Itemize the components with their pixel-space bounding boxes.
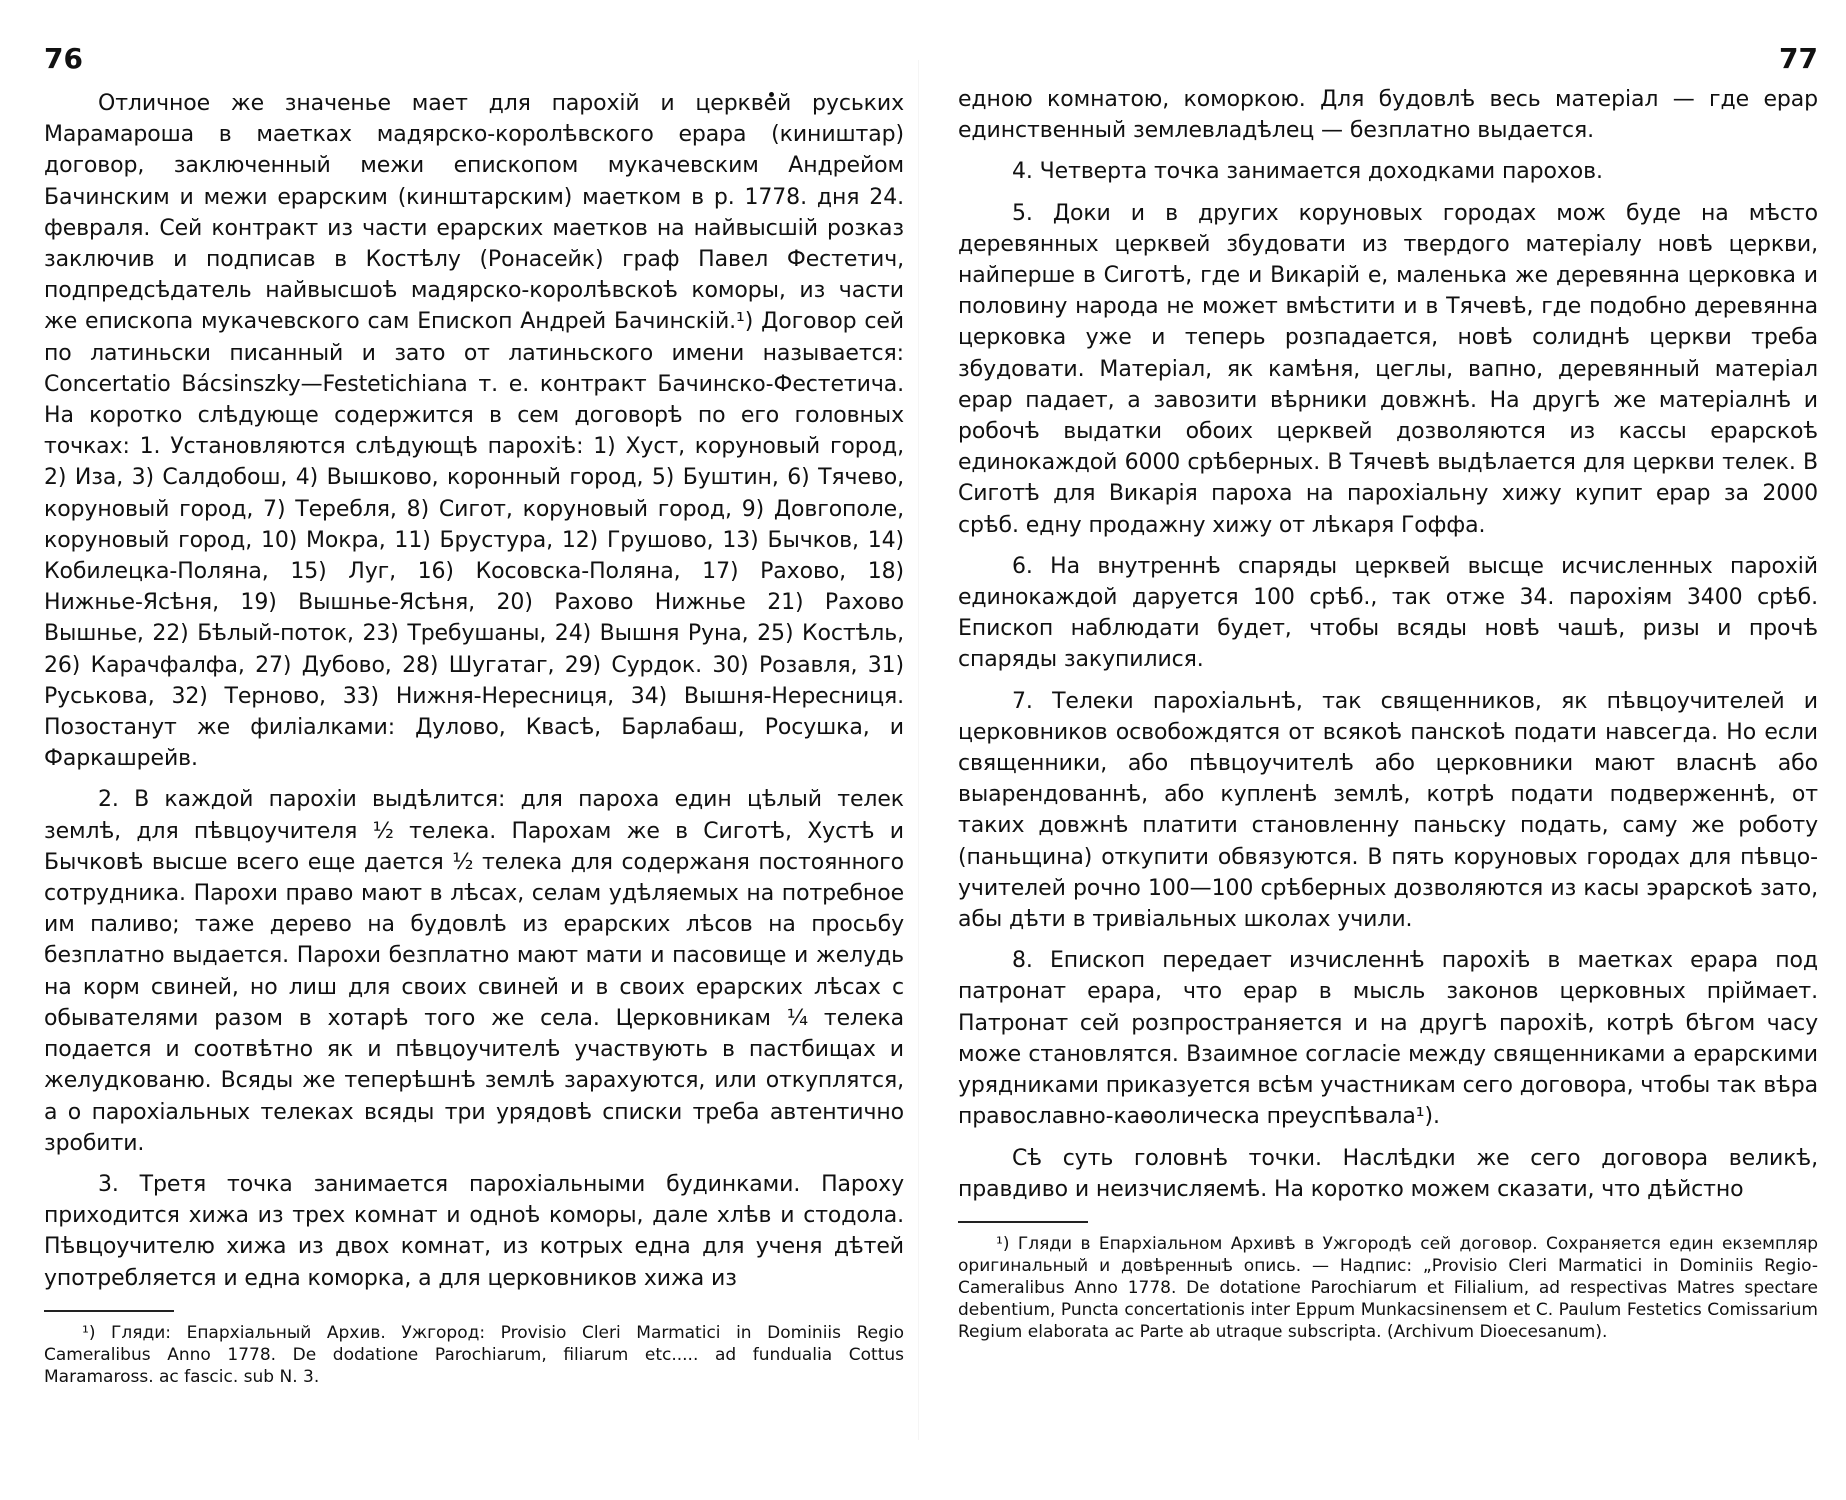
right-page-body bbox=[958, 84, 1818, 1205]
page-number-right: 77 bbox=[1779, 42, 1818, 75]
paragraph: 4. Четверта точка занимается доходками парохов. bbox=[1012, 159, 1603, 185]
paragraph: Сѣ суть головнѣ точки. Наслѣдки же сего договора великѣ, правдиво и неизчисляемѣ. На коротко можем сказати, что дѣйстно bbox=[958, 1145, 1818, 1202]
paragraph: 5. Доки и в других коруновых городах мож буде на мѣсто деревянных церквей збудовати из твердого матеріалу новѣ церкви, найперше в Сиготѣ, где и Викарій е, маленька же деревянна церковка и половину народа не может вмѣстити и в Тячевѣ, где подобно деревянна церковка уже и теперь розпадается, новѣ солиднѣ церкви треба збудовати. Матеріал, як камѣня, цеглы, вапно, деревянный матеріал ерар падает, а завозити вѣрники довжнѣ. На другѣ же матеріалнѣ и робочѣ выдатки обоих церквей дозволяются из кассы ерарскоѣ единокаждой 6000 срѣберных. В Тячевѣ выдѣлается для церкви телек. В Сиготѣ для Викарія пароха на парохіальну хижу купит ерар за 2000 срѣб. едну продажну хижу от лѣкаря Гоффа. bbox=[958, 200, 1818, 538]
footnote-rule bbox=[958, 1221, 1088, 1223]
page-number-left: 76 bbox=[44, 42, 83, 75]
footnote: ¹) Гляди в Епархіальном Архивѣ в Ужгородѣ сей договор. Сохраняется един екземпляр оригинальный и довѣренныѣ опись. — Надпис: „Provisio Cleri Marmatici in Dominiis Regio-Cameralibus Anno 1778. De dotatione Parochiarum et Filialium, ad respectivas Matres spectare debentium, Puncta concertationis inter Eppum Munkacsinensem et C. Paulum Festetics Comissarium Regium elaborata ac Parte ab utraque subscripta. (Archivum Dioecesanum). bbox=[958, 1233, 1818, 1342]
paragraph-continuation: едною комнатою, коморкою. Для будовлѣ весь матеріал — где ерар единственный землевладѣлец — безплатно выдается. bbox=[958, 87, 1818, 144]
paragraph: 3. Третя точка занимается парохіальными будинками. Пароху приходится хижа из трех комнат и одноѣ коморы, дале хлѣв и стодола. Пѣвцоучителю хижа из двох комнат, из котрых една для ученя дѣтей употребляется и една коморка, а для церковников хижа из bbox=[44, 1171, 904, 1291]
paragraph: 8. Епископ передает изчисленнѣ парохіѣ в маетках ерара под патронат ерара, что ерар в мысль законов церковных пріймает. Патронат сей розпространяется и на другѣ парохіѣ, котрѣ бѣгом часу може становлятся. Взаимное согласіе между священниками а ерарскими урядниками приказуется всѣм участникам сего договора, чтобы так вѣра православно-каѳолическа преуспѣвала¹). bbox=[958, 948, 1818, 1130]
page-gutter bbox=[918, 60, 919, 1440]
footnote-rule bbox=[44, 1310, 174, 1312]
paragraph: 6. На внутреннѣ спаряды церквей высще исчисленных парохій единокаждой даруется 100 срѣб., так отже 34. парохіям 3400 срѣб. Епископ наблюдати будет, чтобы всяды новѣ чашѣ, ризы и прочѣ спаряды закупилися. bbox=[958, 553, 1818, 673]
left-page-body bbox=[44, 88, 904, 1294]
paragraph: 7. Телеки парохіальнѣ, так священников, як пѣвцоучителей и церковников освобождятся от всякоѣ панскоѣ подати навсегда. Но если священники, або пѣвцоучителѣ або церковники мают власнѣ або выарендованнѣ, або купленѣ землѣ, котрѣ подати подверженнѣ, от таких довжнѣ платити становленну паньску подать, саму же роботу (паньщина) откупити обвязуются. В пять коруновых городах для пѣвцо-учителей рочно 100—100 срѣберных дозволяются из касы эрарскоѣ зато, абы дѣти в тривіальных школах учили. bbox=[958, 688, 1818, 933]
paragraph: Отличное же значенье мает для парохій и церквей руських Марамароша в маетках мадярско-королѣвского ерара (киништар) договор, заключенный межи епископом мукачевским Андрейом Бачинским и межи ерарским (кинштарским) маетком в р. 1778. дня 24. февраля. Сей контракт из части ерарских маетков на найвысшій розказ заключив и подписав в Костѣлу (Ронасейк) граф Павел Фестетич, подпредсѣдатель найвысшоѣ мадярско-королѣвскоѣ коморы, из части же епископа мукачевского сам Епископ Андрей Бачинскій.¹) Договор сей по латиньски писанный и зато от латиньского имени называется: Concertatio Bácsinszky—Festetichiana т. е. контракт Бачинско-Фестетича. На коротко слѣдующе содержится в сем договорѣ по его головных точках: 1. Установляются слѣдующѣ парохіѣ: 1) Хуст, коруновый город, 2) Иза, 3) Салдобош, 4) Вышково, коронный город, 5) Буштин, 6) Тячево, коруновый город, 7) Теребля, 8) Сигот, коруновый город, 9) Довгополе, коруновый город, 10) Мокра, 11) Брустура, 12) Грушово, 13) Бычков, 14) Кобилецка-Поляна, 15) Луг, 16) Косовска-Поляна, 17) Рахово, 18) Нижнье-Ясѣня, 19) Вышнье-Ясѣня, 20) Рахово Нижнье 21) Рахово Вышнье, 22) Бѣлый-поток, 23) Требушаны, 24) Вышня Руна, 25) Костѣль, 26) Карачфалфа, 27) Дубово, 28) Шугатаг, 29) Сурдок. 30) Розавля, 31) Руськова, 32) Терново, 33) Нижня-Нересниця, 34) Вышня-Нересниця. Позостанут же филіалками: Дулово, Квасѣ, Барлабаш, Росушка, и Фаркашрейв. bbox=[44, 91, 904, 772]
paragraph: 2. В каждой парохіи выдѣлится: для пароха един цѣлый телек землѣ, для пѣвцоучителя ½ телека. Парохам же в Сиготѣ, Хустѣ и Бычковѣ высше всего еще дается ½ телека для содержаня постоянного сотрудника. Парохи право мают в лѣсах, селам удѣляемых на потребное им паливо; таже дерево на будовлѣ из ерарских лѣсов на просьбу безплатно выдается. Парохи безплатно мают мати и пасовище и желудь на корм свиней, но лиш для своих свиней и в своих ерарских лѣсах с обывателями разом в хотарѣ того же села. Церковникам ¼ телека подается и соотвѣтно як и пѣвцоучителѣ участвують в пастбищах и желудкованю. Всяды же теперѣшнѣ землѣ зарахуются, или откуплятся, а о парохіальных телеках всяды три урядовѣ списки треба автентично зробити. bbox=[44, 787, 904, 1156]
right-page bbox=[958, 42, 1818, 1482]
footnote: ¹) Гляди: Епархіальный Архив. Ужгород: Provisio Cleri Marmatici in Dominiis Regio Cameralibus Anno 1778. De dodatione Parochiarum, filiarum etc..... ad fundualia Cottus Maramaross. ac fascic. sub N. 3. bbox=[44, 1322, 904, 1387]
left-page bbox=[44, 42, 904, 1482]
